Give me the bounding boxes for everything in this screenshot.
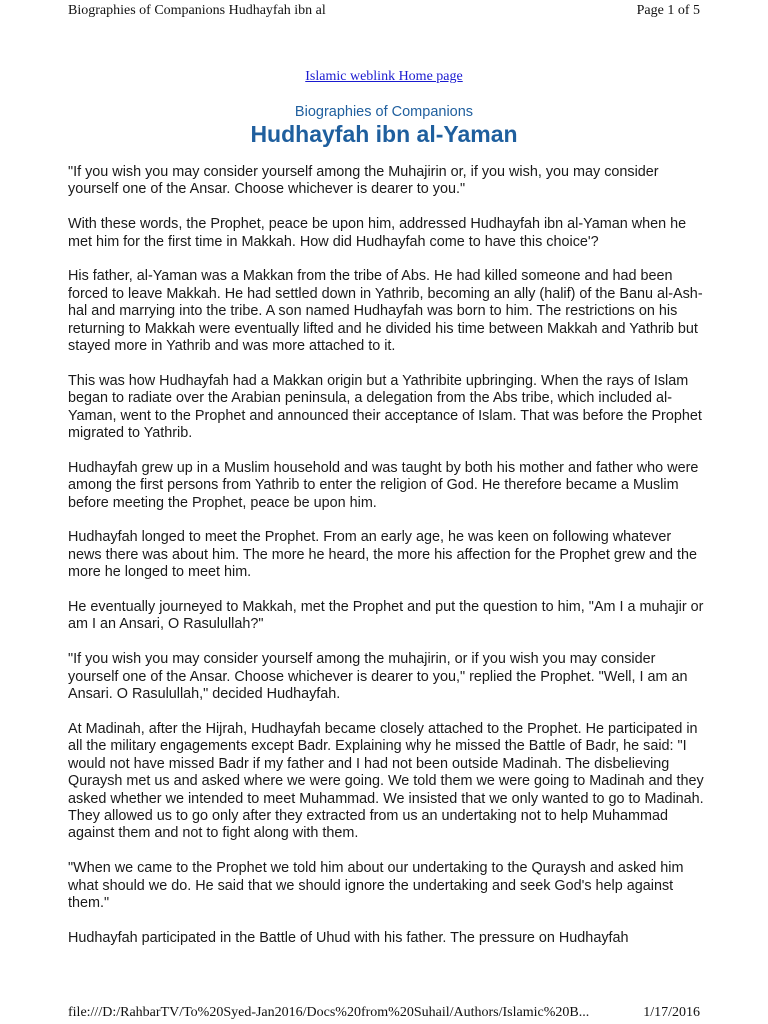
- paragraph: With these words, the Prophet, peace be upon him, addressed Hudhayfah ibn al-Yaman when he met him for the first time in Makkah. How did Hudhayfah come to have this choice'?: [68, 216, 687, 250]
- paragraph: Hudhayfah participated in the Battle of Uhud with his father. The pressure on Hudhayfah: [68, 929, 629, 946]
- paragraph: This was how Hudhayfah had a Makkan origin but a Yathribite upbringing. When the rays of Islam began to radiate over the Arabian peninsula, a delegation from the Abs tribe, which included al-Yaman, went to the Prophet and announced their acceptance of Islam. That was before the Prophet migrated to Yathrib.: [68, 372, 702, 442]
- page-number: Page 1 of 5: [636, 3, 700, 18]
- page-title: Hudhayfah ibn al-Yaman: [250, 121, 518, 147]
- page-subtitle: Biographies of Companions: [294, 104, 474, 120]
- paragraph: "When we came to the Prophet we told him about our undertaking to the Quraysh and asked him what should we do. He said that we should ignore the undertaking and seek God's help against them.": [68, 860, 684, 911]
- paragraph: At Madinah, after the Hijrah, Hudhayfah became closely attached to the Prophet. He participated in all the military engagements except Badr. Explaining why he missed the Battle of Badr, he said: "I would not have missed Badr if my father and I had not been outside Madinah. The disbelieving Quraysh met us and asked where we were going. We told them we were going to Madinah and they asked whether we intended to meet Muhammad. We insisted that we only wanted to go to Madinah. They allowed us to go only after they extracted from us an undertaking not to help Muhammad against them and not to fight along with them.: [68, 720, 704, 842]
- article-body: [68, 164, 704, 965]
- home-page-link[interactable]: Islamic weblink Home page: [305, 69, 463, 84]
- paragraph: Hudhayfah longed to meet the Prophet. From an early age, he was keen on following whatever news there was about him. The more he heard, the more his affection for the Prophet grew and the more he longed to meet him.: [68, 529, 698, 581]
- paragraph: "If you wish you may consider yourself among the Muhajirin or, if you wish, you may consider yourself one of the Ansar. Choose whichever is dearer to you.": [68, 164, 659, 198]
- paragraph: "If you wish you may consider yourself among the muhajirin, or if you wish you may consider yourself one of the Ansar. Choose whichever is dearer to you," replied the Prophet. "Well, I am an Ansari. O Rasulullah," decided Hudhayfah.: [68, 651, 688, 703]
- paragraph: His father, al-Yaman was a Makkan from the tribe of Abs. He had killed someone and had been forced to leave Makkah. He had settled down in Yathrib, becoming an ally (halif) of the Banu al-Ash-hal and marrying into the tribe. A son named Hudhayfah was born to him. The restrictions on his returning to Makkah were eventually lifted and he divided his time between Makkah and Yathrib but stayed more in Yathrib and was more attached to it.: [68, 268, 703, 355]
- footer-file-path: file:///D:/RahbarTV/To%20Syed-Jan2016/Docs%20from%20Suhail/Authors/Islamic%20B...: [68, 1005, 590, 1020]
- paragraph: He eventually journeyed to Makkah, met the Prophet and put the question to him, "Am I a muhajir or am I an Ansari, O Rasulullah?": [68, 599, 704, 633]
- print-header: [68, 0, 700, 24]
- footer-date: 1/17/2016: [643, 1005, 700, 1020]
- print-footer: [68, 1002, 700, 1024]
- paragraph: Hudhayfah grew up in a Muslim household and was taught by both his mother and father who were among the first persons from Yathrib to enter the religion of God. He therefore became a Muslim before meeting the Prophet, peace be upon him.: [68, 459, 699, 511]
- home-link-container: [0, 68, 768, 86]
- print-header-title: Biographies of Companions Hudhayfah ibn al: [68, 3, 326, 18]
